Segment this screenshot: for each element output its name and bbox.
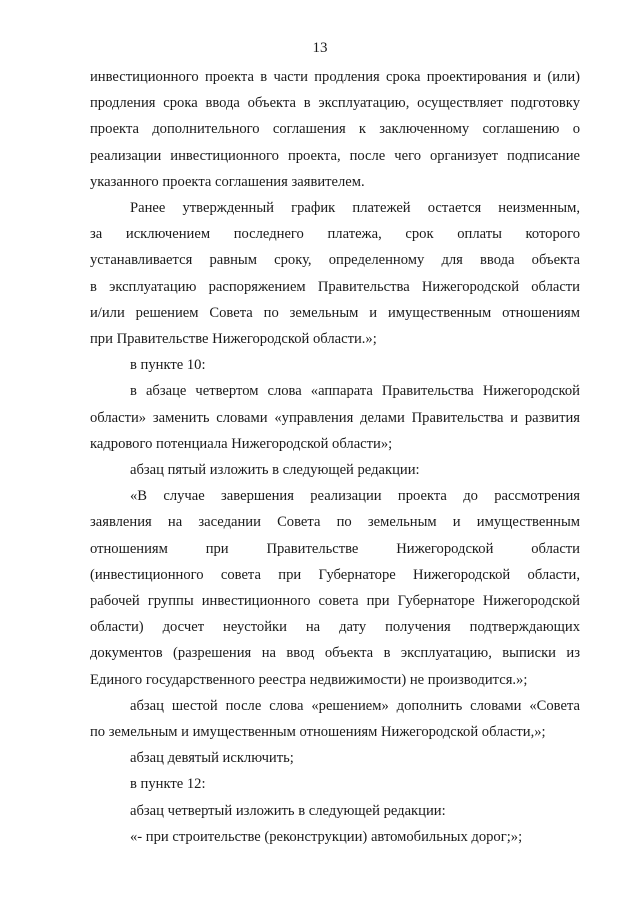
text-line: Ранее утвержденный график платежей остается неизменным,: [130, 200, 580, 217]
text-line: за исключением последнего платежа, срок оплаты которого: [90, 226, 580, 243]
text-line: в пункте 10:: [130, 357, 206, 374]
text-line: (инвестиционного совета при Губернаторе Нижегородской области,: [90, 566, 580, 583]
text-line: устанавливается равным сроку, определенному для ввода объекта: [90, 252, 580, 269]
text-line: «В случае завершения реализации проекта до рассмотрения: [130, 488, 580, 505]
text-line: абзац четвертый изложить в следующей редакции:: [130, 802, 446, 819]
page-number: 13: [312, 40, 328, 56]
paragraph-p11: [90, 824, 580, 850]
text-line: документов (разрешения на ввод объекта в эксплуатацию, выписки из: [90, 645, 580, 662]
text-line: отношениям при Правительстве Нижегородской области: [90, 540, 580, 557]
text-line: абзац пятый изложить в следующей редакции:: [130, 462, 420, 479]
paragraph-p4: [90, 378, 580, 457]
text-line: абзац шестой после слова «решением» дополнить словами «Совета: [130, 697, 580, 714]
paragraph-p5: [90, 457, 580, 483]
text-line: в абзаце четвертом слова «аппарата Правительства Нижегородской: [130, 383, 580, 400]
text-line: области) досчет неустойки на дату получения подтверждающих: [90, 619, 580, 636]
text-line: продления срока ввода объекта в эксплуатацию, осуществляет подготовку: [90, 95, 580, 112]
text-line: инвестиционного проекта в части продления срока проектирования и (или): [90, 69, 580, 85]
text-line: в пункте 12:: [130, 776, 206, 793]
text-line: по земельным и имущественным отношениям Нижегородской области,»;: [90, 724, 546, 741]
paragraph-p1: [90, 64, 580, 195]
text-line: рабочей группы инвестиционного совета при Губернаторе Нижегородской: [90, 593, 580, 610]
paragraph-p6: [90, 483, 580, 693]
paragraph-p9: [90, 771, 580, 797]
text-line: заявления на заседании Совета по земельным и имущественным: [90, 514, 580, 531]
text-line: кадрового потенциала Нижегородской области»;: [90, 435, 393, 452]
text-line: Единого государственного реестра недвижимости) не производится.»;: [90, 671, 528, 688]
text-line: «- при строительстве (реконструкции) автомобильных дорог;»;: [130, 828, 523, 845]
text-line: указанного проекта соглашения заявителем.: [90, 173, 365, 190]
paragraph-p7: [90, 693, 580, 745]
document-body: [90, 64, 580, 850]
text-line: проекта дополнительного соглашения к заключенному соглашению о: [90, 121, 580, 138]
paragraph-p8: [90, 745, 580, 771]
paragraph-p2: [90, 195, 580, 352]
text-line: абзац девятый исключить;: [130, 750, 294, 767]
paragraph-p3: [90, 352, 580, 378]
text-line: реализации инвестиционного проекта, после чего организует подписание: [90, 147, 580, 164]
text-line: и/или решением Совета по земельным и имущественным отношениям: [90, 304, 580, 321]
text-line: при Правительстве Нижегородской области.»;: [90, 331, 377, 348]
paragraph-p10: [90, 798, 580, 824]
text-line: области» заменить словами «управления делами Правительства и развития: [90, 409, 580, 426]
text-line: в эксплуатацию распоряжением Правительства Нижегородской области: [90, 278, 580, 295]
